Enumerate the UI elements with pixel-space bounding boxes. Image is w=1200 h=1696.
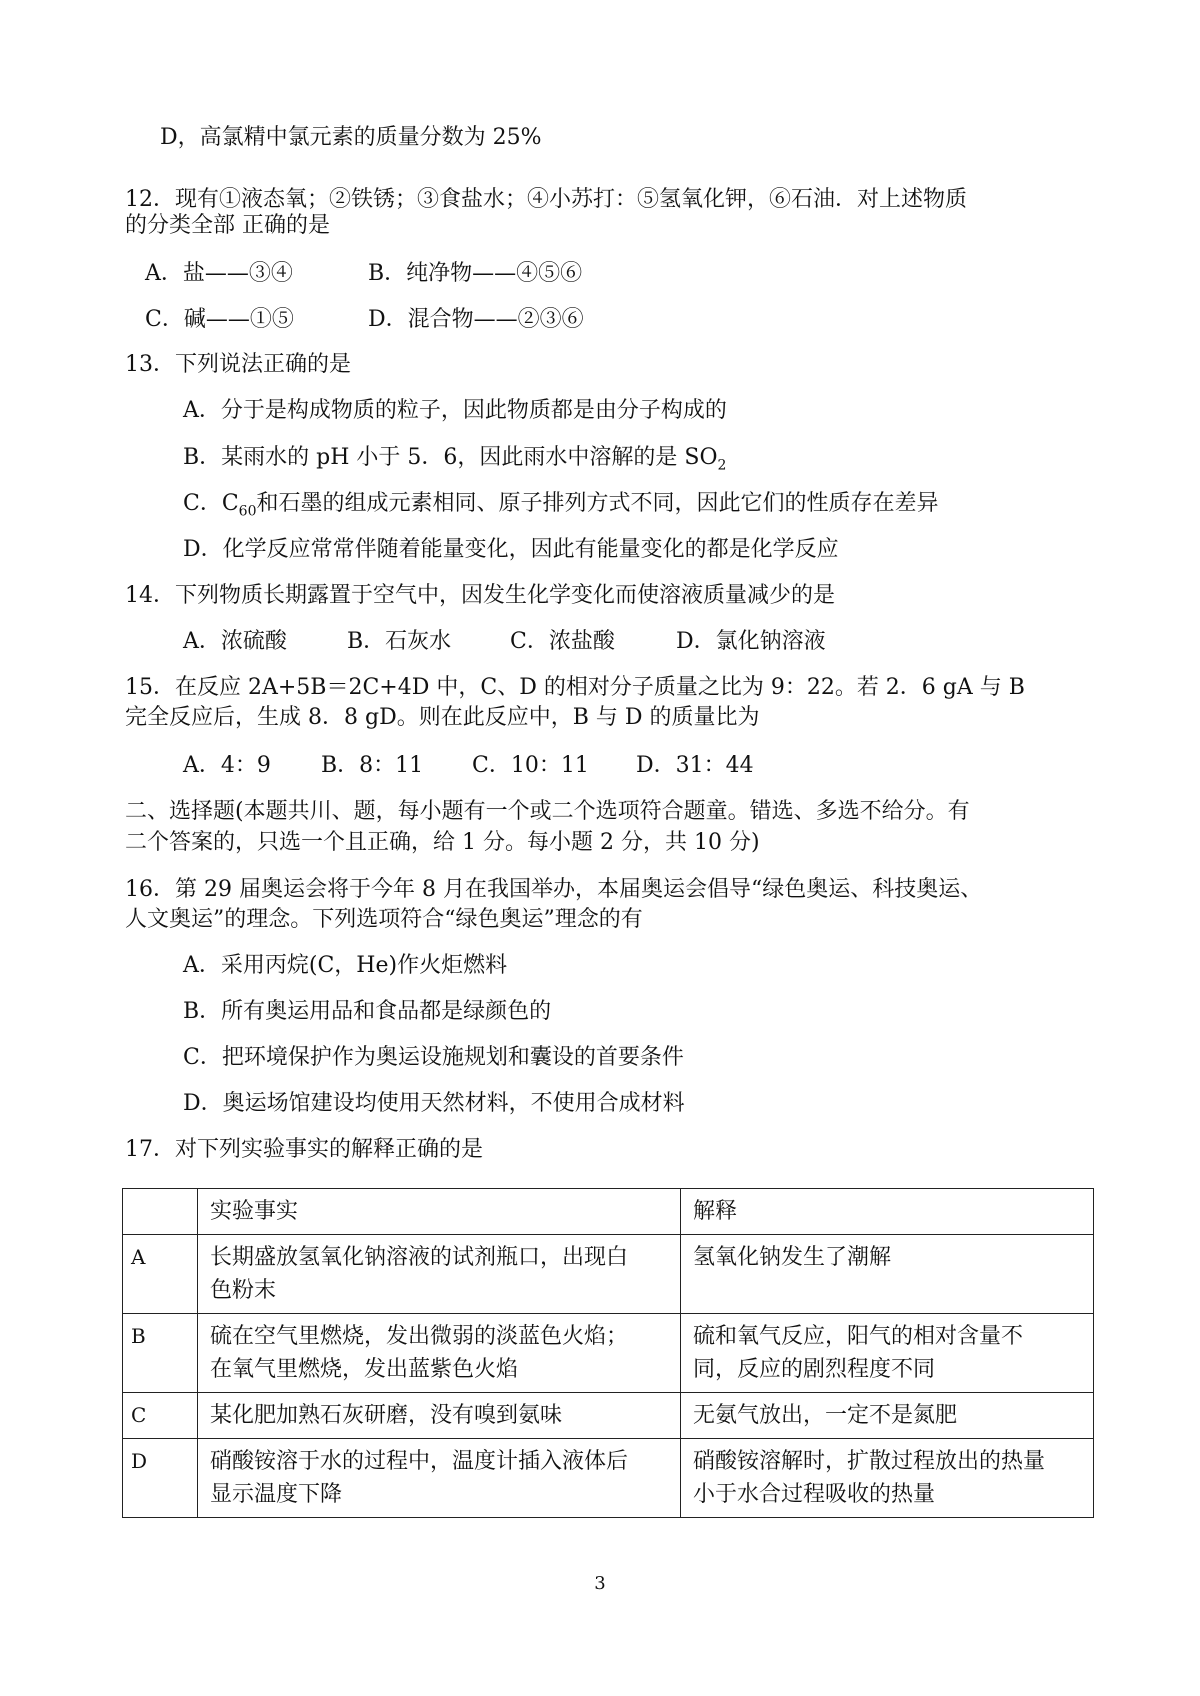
q14-option-a: A．浓硫酸 xyxy=(183,629,287,654)
q14-option-b: B．石灰水 xyxy=(347,629,452,654)
q15-option-d: D．31：44 xyxy=(636,753,754,778)
q13-option-d: D．化学反应常常伴随着能量变化，因此有能量变化的都是化学反应 xyxy=(183,537,839,562)
page-number: 3 xyxy=(594,1573,606,1594)
q15-stem-line1: 15．在反应 2A+5B＝2C+4D 中，C、D 的相对分子质量之比为 9：22。若 2．6 gA 与 B xyxy=(125,675,1025,700)
row-fact: 某化肥加熟石灰研磨，没有嗅到氨味 xyxy=(198,1393,681,1439)
table-row xyxy=(123,1235,1094,1314)
row-explain: 无氨气放出，一定不是氮肥 xyxy=(681,1393,1094,1439)
q14-option-c: C．浓盐酸 xyxy=(510,629,615,654)
q16-stem-line2: 人文奥运”的理念。下列选项符合“绿色奥运”理念的有 xyxy=(125,907,643,932)
q14-stem: 14．下列物质长期露置于空气中，因发生化学变化而使溶液质量减少的是 xyxy=(125,583,835,608)
q12-stem-line1: 12．现有①液态氧；②铁锈；③食盐水；④小苏打：⑤氢氧化钾，⑥石油．对上述物质 xyxy=(125,187,967,212)
q12-option-d: D．混合物——②③⑥ xyxy=(368,307,584,332)
table-header-key xyxy=(123,1189,198,1235)
q15-option-a: A．4：9 xyxy=(183,753,271,778)
q16-stem-line1: 16．第 29 届奥运会将于今年 8 月在我国举办，本届奥运会倡导“绿色奥运、科技奥运、 xyxy=(125,877,983,902)
q14-option-d: D．氯化钠溶液 xyxy=(676,629,826,654)
row-key: C xyxy=(123,1393,198,1439)
row-key: D xyxy=(123,1439,198,1518)
q12-option-c: C．碱——①⑤ xyxy=(145,307,294,332)
q13-stem: 13．下列说法正确的是 xyxy=(125,352,351,377)
row-fact: 硫在空气里燃烧，发出微弱的淡蓝色火焰； 在氧气里燃烧，发出蓝紫色火焰 xyxy=(198,1314,681,1393)
q17-stem: 17．对下列实验事实的解释正确的是 xyxy=(125,1137,483,1162)
row-fact: 长期盛放氢氧化钠溶液的试剂瓶口，出现白 色粉末 xyxy=(198,1235,681,1314)
row-explain: 氢氧化钠发生了潮解 xyxy=(681,1235,1094,1314)
row-key: A xyxy=(123,1235,198,1314)
section2-heading-line2: 二个答案的，只选一个且正确，给 1 分。每小题 2 分，共 10 分) xyxy=(125,830,760,855)
q13-option-b: B．某雨水的 pH 小于 5．6，因此雨水中溶解的是 $SO_2$ xyxy=(183,445,727,474)
q16-option-a: A．采用丙烷(C，He)作火炬燃料 xyxy=(183,953,508,978)
q15-option-c: C．10：11 xyxy=(472,753,589,778)
q12-option-b: B．纯净物——④⑤⑥ xyxy=(368,261,583,286)
q16-option-d: D．奥运场馆建设均使用天然材料，不使用合成材料 xyxy=(183,1091,685,1116)
q15-option-b: B．8：11 xyxy=(321,753,424,778)
q13-option-c: C．$C_{60}$和石墨的组成元素相同、原子排列方式不同，因此它们的性质存在差异 xyxy=(183,491,939,520)
q16-option-b: B．所有奥运用品和食品都是绿颜色的 xyxy=(183,999,552,1024)
table-header-explain: 解释 xyxy=(681,1189,1094,1235)
table-row xyxy=(123,1393,1094,1439)
row-fact: 硝酸铵溶于水的过程中，温度计插入液体后 显示温度下降 xyxy=(198,1439,681,1518)
table-row xyxy=(123,1439,1094,1518)
section2-heading-line1: 二、选择题(本题共川、题，每小题有一个或二个选项符合题童。错选、多选不给分。有 xyxy=(125,799,970,824)
q16-option-c: C．把环境保护作为奥运设施规划和囊设的首要条件 xyxy=(183,1045,684,1070)
row-explain: 硝酸铵溶解时，扩散过程放出的热量 小于水合过程吸收的热量 xyxy=(681,1439,1094,1518)
experiment-table xyxy=(122,1188,1094,1518)
table-header-row xyxy=(123,1189,1094,1235)
table-header-fact: 实验事实 xyxy=(198,1189,681,1235)
row-explain: 硫和氧气反应，阳气的相对含量不 同，反应的剧烈程度不同 xyxy=(681,1314,1094,1393)
table-row xyxy=(123,1314,1094,1393)
row-key: B xyxy=(123,1314,198,1393)
q12-option-a: A．盐——③④ xyxy=(145,261,293,286)
q11-option-d: D，高氯精中氯元素的质量分数为 25% xyxy=(160,125,542,150)
q15-stem-line2: 完全反应后，生成 8．8 gD。则在此反应中，B 与 D 的质量比为 xyxy=(125,705,760,730)
q12-stem-line2: 的分类全部 正确的是 xyxy=(125,213,330,238)
q13-option-a: A．分于是构成物质的粒子，因此物质都是由分子构成的 xyxy=(183,398,727,423)
